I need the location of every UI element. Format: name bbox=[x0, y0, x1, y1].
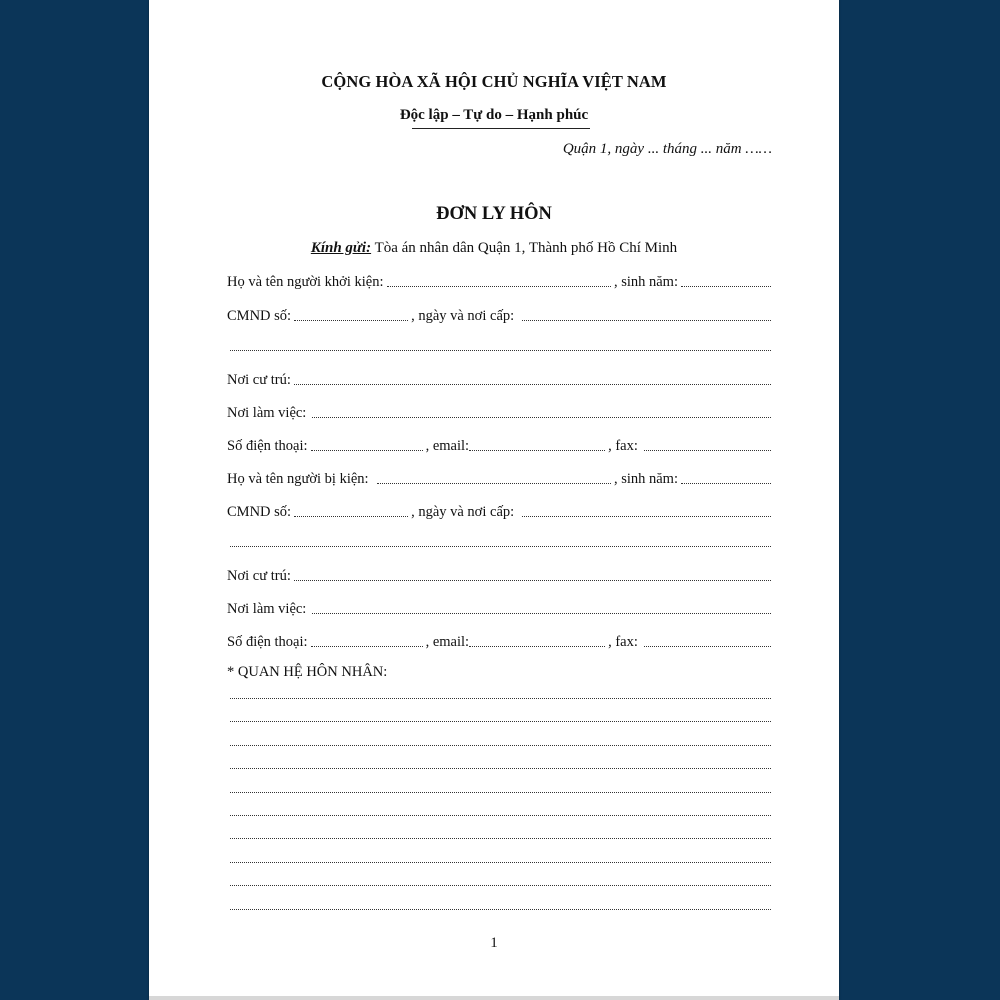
motto-underline bbox=[412, 128, 590, 129]
marriage-blank-line[interactable] bbox=[230, 721, 771, 722]
defendant-fax-label: , fax: bbox=[608, 634, 638, 650]
plaintiff-workplace-label: Nơi làm việc: bbox=[227, 405, 307, 421]
plaintiff-name-row bbox=[227, 270, 771, 290]
page-number: 1 bbox=[490, 935, 498, 951]
marriage-blank-line[interactable] bbox=[230, 768, 771, 769]
plaintiff-fax-label: , fax: bbox=[608, 438, 638, 454]
dateline: Quận 1, ngày ... tháng ... năm …… bbox=[562, 141, 772, 157]
plaintiff-id-issue-label: , ngày và nơi cấp: bbox=[411, 308, 515, 324]
plaintiff-email-label: , email: bbox=[425, 438, 470, 454]
defendant-phone-field[interactable] bbox=[311, 646, 423, 647]
marriage-blank-line[interactable] bbox=[230, 792, 771, 793]
defendant-id-issue-continuation[interactable] bbox=[230, 546, 771, 547]
defendant-email-field[interactable] bbox=[469, 646, 605, 647]
plaintiff-phone-label: Số điện thoại: bbox=[227, 438, 308, 454]
plaintiff-birth-field[interactable] bbox=[681, 286, 771, 287]
defendant-workplace-row bbox=[227, 597, 771, 617]
plaintiff-residence-field[interactable] bbox=[294, 384, 771, 385]
plaintiff-name-field[interactable] bbox=[387, 286, 611, 287]
defendant-residence-field[interactable] bbox=[294, 580, 771, 581]
document-page bbox=[149, 0, 839, 1000]
plaintiff-id-field[interactable] bbox=[294, 320, 408, 321]
marriage-blank-line[interactable] bbox=[230, 815, 771, 816]
marriage-blank-line[interactable] bbox=[230, 838, 771, 839]
plaintiff-id-issue-continuation[interactable] bbox=[230, 350, 771, 351]
defendant-workplace-field[interactable] bbox=[312, 613, 771, 614]
plaintiff-id-label: CMND số: bbox=[227, 308, 292, 324]
national-motto: Độc lập – Tự do – Hạnh phúc bbox=[399, 107, 589, 123]
defendant-contact-row bbox=[227, 630, 771, 650]
defendant-id-label: CMND số: bbox=[227, 504, 292, 520]
defendant-name-label: Họ và tên người bị kiện: bbox=[227, 471, 369, 487]
defendant-email-label: , email: bbox=[425, 634, 470, 650]
plaintiff-id-issue-field[interactable] bbox=[522, 320, 771, 321]
marriage-blank-line[interactable] bbox=[230, 698, 771, 699]
recipient-label: Kính gửi: bbox=[310, 240, 372, 256]
marriage-blank-line[interactable] bbox=[230, 745, 771, 746]
plaintiff-fax-field[interactable] bbox=[644, 450, 771, 451]
defendant-id-row bbox=[227, 500, 771, 520]
defendant-phone-label: Số điện thoại: bbox=[227, 634, 308, 650]
marriage-blank-line[interactable] bbox=[230, 862, 771, 863]
marriage-section-label: * QUAN HỆ HÔN NHÂN: bbox=[227, 664, 388, 680]
recipient-line bbox=[149, 240, 839, 257]
defendant-residence-label: Nơi cư trú: bbox=[227, 568, 291, 584]
plaintiff-workplace-field[interactable] bbox=[312, 417, 771, 418]
marriage-blank-line[interactable] bbox=[230, 909, 771, 910]
plaintiff-email-field[interactable] bbox=[469, 450, 605, 451]
defendant-birth-label: , sinh năm: bbox=[613, 471, 678, 487]
defendant-id-issue-label: , ngày và nơi cấp: bbox=[411, 504, 515, 520]
defendant-birth-field[interactable] bbox=[681, 483, 771, 484]
plaintiff-phone-field[interactable] bbox=[311, 450, 423, 451]
defendant-residence-row bbox=[227, 564, 771, 584]
defendant-name-row bbox=[227, 467, 771, 487]
document-title: ĐƠN LY HÔN bbox=[436, 204, 552, 224]
plaintiff-id-row bbox=[227, 304, 771, 324]
defendant-name-field[interactable] bbox=[377, 483, 611, 484]
plaintiff-residence-label: Nơi cư trú: bbox=[227, 372, 291, 388]
plaintiff-contact-row bbox=[227, 434, 771, 454]
plaintiff-name-label: Họ và tên người khởi kiện: bbox=[227, 274, 384, 290]
defendant-id-field[interactable] bbox=[294, 516, 408, 517]
plaintiff-workplace-row bbox=[227, 401, 771, 421]
defendant-workplace-label: Nơi làm việc: bbox=[227, 601, 307, 617]
recipient-value: Tòa án nhân dân Quận 1, Thành phố Hồ Chí Minh bbox=[371, 240, 678, 256]
national-title: CỘNG HÒA XÃ HỘI CHỦ NGHĨA VIỆT NAM bbox=[321, 72, 667, 91]
marriage-blank-line[interactable] bbox=[230, 885, 771, 886]
defendant-id-issue-field[interactable] bbox=[522, 516, 771, 517]
defendant-fax-field[interactable] bbox=[644, 646, 771, 647]
plaintiff-residence-row bbox=[227, 368, 771, 388]
plaintiff-birth-label: , sinh năm: bbox=[613, 274, 678, 290]
